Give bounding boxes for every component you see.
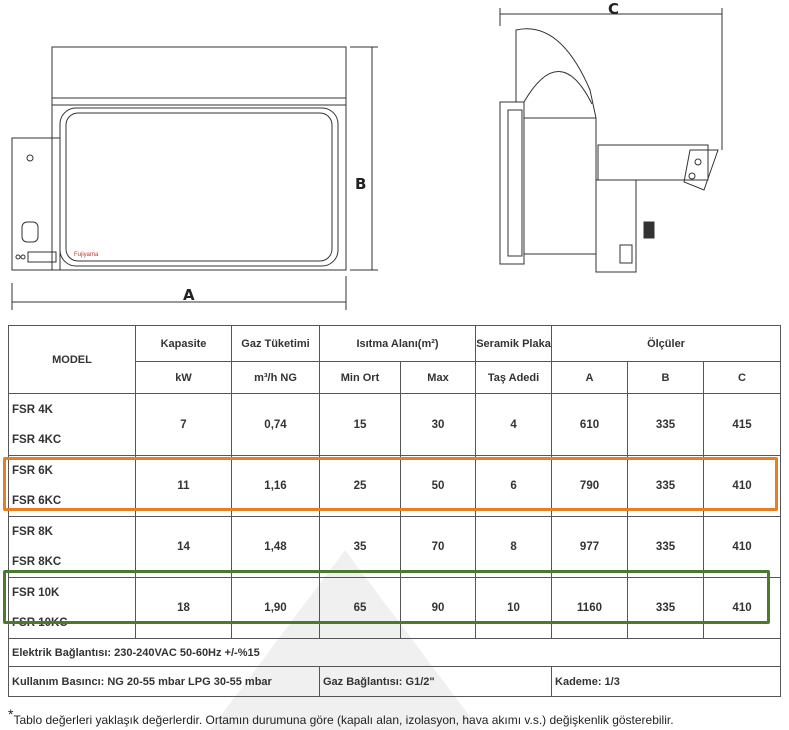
- header-isitma: Isıtma Alanı(m²): [320, 326, 476, 362]
- cell-min: 35: [320, 517, 401, 578]
- cell-b: 335: [628, 394, 704, 456]
- subheader-c: C: [704, 362, 781, 394]
- footer-basinc: Kullanım Basıncı: NG 20-55 mbar LPG 30-55 mbar: [9, 667, 320, 697]
- header-olculer: Ölçüler: [552, 326, 781, 362]
- cell-a: 977: [552, 517, 628, 578]
- front-view: [12, 47, 378, 310]
- dim-label-a: A: [183, 286, 195, 304]
- cell-max: 70: [401, 517, 476, 578]
- cell-max: 90: [401, 578, 476, 639]
- table-row: [9, 578, 781, 639]
- cell-min: 25: [320, 456, 401, 517]
- dim-label-b: B: [355, 175, 367, 193]
- header-seramik: Seramik Plaka: [476, 326, 552, 362]
- cell-a: 790: [552, 456, 628, 517]
- cell-min: 15: [320, 394, 401, 456]
- model-name: FSR 8KC: [12, 556, 62, 568]
- subheader-tas: Taş Adedi: [476, 362, 552, 394]
- table-row: [9, 394, 781, 456]
- cell-tas: 6: [476, 456, 552, 517]
- model-name: FSR 6K: [12, 465, 53, 477]
- model-name: FSR 10KC: [12, 617, 68, 629]
- footer-elektrik: Elektrik Bağlantısı: 230-240VAC 50-60Hz +/-%15: [9, 639, 781, 667]
- cell-b: 335: [628, 517, 704, 578]
- cell-kw: 18: [136, 578, 232, 639]
- spec-table: [8, 325, 781, 697]
- cell-b: 335: [628, 578, 704, 639]
- cell-gaz: 1,16: [232, 456, 320, 517]
- technical-drawing: [0, 0, 789, 320]
- cell-gaz: 1,48: [232, 517, 320, 578]
- footer-gaz-baglanti: Gaz Bağlantısı: G1/2": [320, 667, 552, 697]
- model-cell: [9, 578, 136, 639]
- cell-a: 610: [552, 394, 628, 456]
- header-gaz: Gaz Tüketimi: [232, 326, 320, 362]
- cell-c: 410: [704, 517, 781, 578]
- side-view: [500, 8, 722, 272]
- model-cell: [9, 394, 136, 456]
- header-model: MODEL: [9, 326, 136, 394]
- footnote-star: *: [8, 706, 14, 722]
- cell-tas: 10: [476, 578, 552, 639]
- header-kapasite: Kapasite: [136, 326, 232, 362]
- cell-gaz: 0,74: [232, 394, 320, 456]
- model-name: FSR 6KC: [12, 495, 62, 507]
- model-name: FSR 8K: [12, 526, 53, 538]
- cell-a: 1160: [552, 578, 628, 639]
- brand-logo: Fujiyama: [74, 252, 99, 258]
- cell-b: 335: [628, 456, 704, 517]
- cell-c: 410: [704, 578, 781, 639]
- subheader-max: Max: [401, 362, 476, 394]
- cell-c: 415: [704, 394, 781, 456]
- model-name: FSR 10K: [12, 587, 60, 599]
- cell-kw: 7: [136, 394, 232, 456]
- subheader-a: A: [552, 362, 628, 394]
- subheader-min: Min Ort: [320, 362, 401, 394]
- cell-tas: 8: [476, 517, 552, 578]
- cell-kw: 14: [136, 517, 232, 578]
- table-row: [9, 517, 781, 578]
- model-cell: [9, 456, 136, 517]
- model-cell: [9, 517, 136, 578]
- footnote: [8, 706, 674, 727]
- subheader-b: B: [628, 362, 704, 394]
- cell-c: 410: [704, 456, 781, 517]
- cell-max: 30: [401, 394, 476, 456]
- cell-min: 65: [320, 578, 401, 639]
- subheader-gaz-unit: m³/h NG: [232, 362, 320, 394]
- subheader-kw: kW: [136, 362, 232, 394]
- cell-tas: 4: [476, 394, 552, 456]
- cell-max: 50: [401, 456, 476, 517]
- footer-kademe: Kademe: 1/3: [552, 667, 781, 697]
- model-name: FSR 4KC: [12, 433, 62, 446]
- footnote-text: Tablo değerleri yaklaşık değerlerdir. Ortamın durumuna göre (kapalı alan, izolasyon, hava akımı v.s.) değişkenlik gösterebilir.: [13, 713, 674, 727]
- cell-gaz: 1,90: [232, 578, 320, 639]
- table-row: [9, 456, 781, 517]
- model-name: FSR 4K: [12, 403, 53, 416]
- cell-kw: 11: [136, 456, 232, 517]
- dim-label-c: C: [608, 0, 620, 18]
